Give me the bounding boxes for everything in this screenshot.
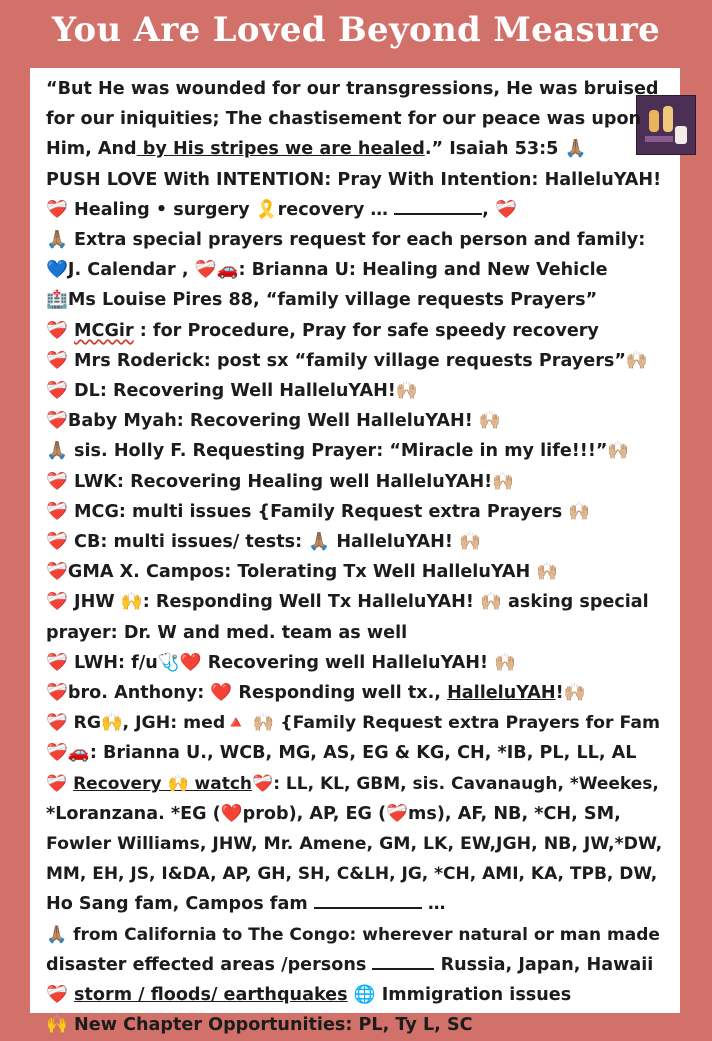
list-item: 🏥Ms Louise Pires 88, “family village requests Prayers” — [46, 290, 598, 311]
halleluyah-underlined: HalleluYAH — [447, 683, 556, 704]
recovery-watch-line: Ho Sang fam, Campos fam … — [46, 894, 446, 915]
list-item: 💙J. Calendar , ❤️‍🩹🚗: Brianna U: Healing and New Vehicle — [46, 260, 608, 281]
recovery-watch-line: MM, EH, JS, I&DA, AP, GH, SH, C&LH, JG, *CH, AMI, KA, TPB, DW, — [46, 864, 658, 885]
push-love-line: PUSH LOVE With INTENTION: Pray With Intention: HalleluYAH! — [46, 169, 662, 190]
new-chapter-line: 🙌 New Chapter Opportunities: PL, Ty L, SC — [46, 1015, 473, 1036]
list-item: ❤️‍🩹GMA X. Campos: Tolerating Tx Well HalleluYAH 🙌🏼 — [46, 562, 559, 583]
list-item: ❤️‍🩹 MCGir : for Procedure, Pray for safe speedy recovery — [46, 320, 599, 341]
blank-line — [314, 892, 422, 909]
list-item: 🙏🏽 sis. Holly F. Requesting Prayer: “Miracle in my life!!!”🙌🏼 — [46, 441, 630, 462]
misspelled-name: MCGir — [74, 320, 134, 341]
recovery-watch-line: Fowler Williams, JHW, Mr. Amene, GM, LK, EW,JGH, NB, JW,*DW, — [46, 834, 663, 855]
disaster-line: 🙏🏽 from California to The Congo: wherever natural or man made — [46, 924, 660, 945]
list-item: ❤️‍🩹 Mrs Roderick: post sx “family village requests Prayers”🙌🏼 — [46, 350, 648, 371]
list-item: ❤️‍🩹 LWK: Recovering Healing well HalleluYAH!🙌🏼 — [46, 471, 515, 492]
list-item: ❤️‍🩹 MCG: multi issues {Family Request extra Prayers 🙌🏼 — [46, 501, 591, 522]
recovery-watch-line: ❤️‍🩹 Recovery 🙌 watch❤️‍🩹: LL, KL, GBM, sis. Cavanaugh, *Weekes, — [46, 773, 659, 794]
page-title: You Are Loved Beyond Measure — [51, 10, 661, 50]
list-item: ❤️‍🩹bro. Anthony: ❤️ Responding well tx., HalleluYAH!🙌🏼 — [46, 683, 586, 704]
blue-heart-icon: 💙 — [46, 260, 68, 281]
blank-line — [372, 953, 434, 970]
verse-underlined-phrase: by His stripes we are healed — [136, 139, 425, 160]
list-item: ❤️‍🩹 RG🙌, JGH: med🔺 🙌🏼 {Family Request extra Prayers for Fam — [46, 713, 661, 734]
disaster-line: disaster effected areas /persons Russia, Japan, Hawaii — [46, 954, 654, 975]
list-item-continuation: prayer: Dr. W and med. team as well — [46, 622, 408, 643]
storm-line: ❤️‍🩹 storm / floods/ earthquakes 🌐 Immigration issues — [46, 985, 572, 1006]
storm-underlined: storm / floods/ earthquakes — [74, 985, 348, 1006]
list-item: ❤️‍🩹 JHW 🙌: Responding Well Tx HalleluYAH! 🙌🏼 asking special — [46, 592, 649, 613]
healing-line: ❤️‍🩹 Healing • surgery 🎗️recovery … , ❤️‍🩹 — [46, 199, 517, 220]
verse-line: “But He was wounded for our transgressions, He was bruised — [46, 79, 659, 99]
list-item: ❤️‍🩹🚗: Brianna U., WCB, MG, AS, EG & KG, CH, *IB, PL, LL, AL — [46, 743, 637, 764]
prayer-list-card — [30, 68, 680, 1036]
recovery-watch-label: Recovery 🙌 watch — [73, 773, 253, 794]
list-item: ❤️‍🩹 DL: Recovering Well HalleluYAH!🙌🏼 — [46, 381, 418, 402]
list-item: ❤️‍🩹Baby Myah: Recovering Well HalleluYAH! 🙌🏼 — [46, 411, 501, 432]
blank-line — [394, 198, 482, 215]
extra-request-line: 🙏🏽 Extra special prayers request for each person and family: — [46, 230, 646, 251]
verse-line: Him, And by His stripes we are healed.” Isaiah 53:5 🙏🏽 — [46, 139, 587, 160]
prayer-list — [46, 74, 666, 1041]
list-item: ❤️‍🩹 CB: multi issues/ tests: 🙏🏽 HalleluYAH! 🙌🏼 — [46, 532, 481, 553]
recovery-watch-line: *Loranzana. *EG (❤️prob), AP, EG (❤️‍🩹ms), AF, NB, *CH, SM, — [46, 803, 621, 824]
list-item: ❤️‍🩹 LWH: f/u🩺❤️ Recovering well HalleluYAH! 🙌🏼 — [46, 652, 517, 673]
verse-line: for our iniquities; The chastisement for our peace was upon — [46, 109, 642, 130]
